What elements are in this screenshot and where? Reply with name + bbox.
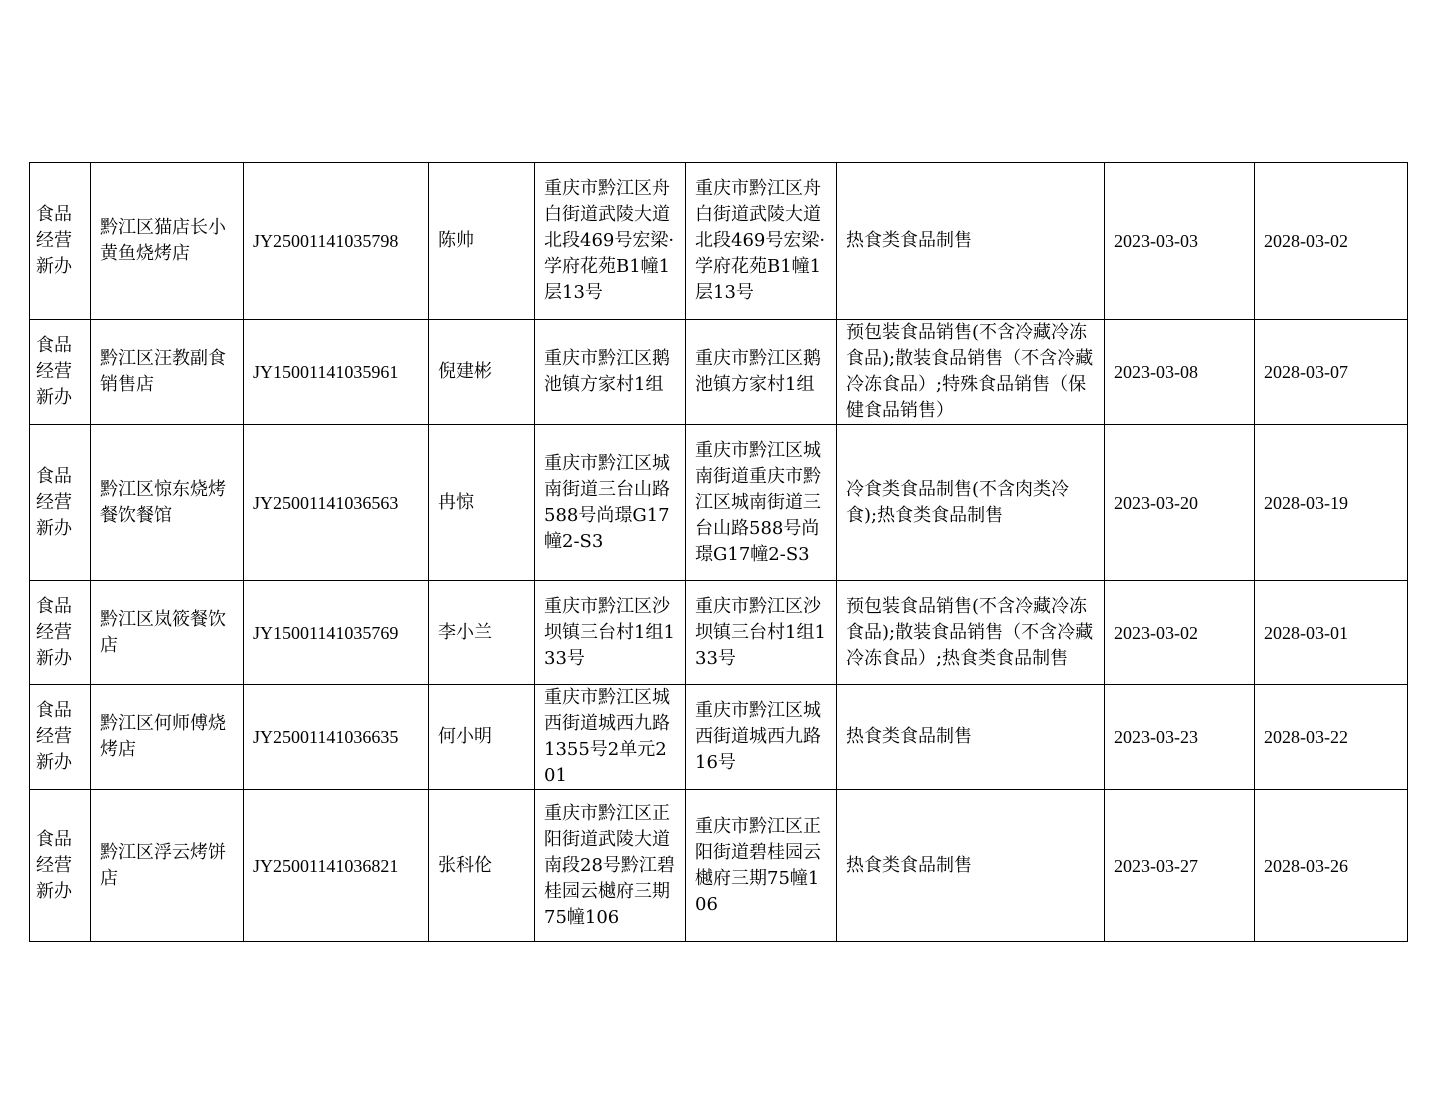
business-scope-cell: 预包装食品销售(不含冷藏冷冻食品);散装食品销售（不含冷藏冷冻食品）;热食类食品制售 [837, 581, 1105, 685]
table-row [30, 581, 1408, 685]
residence-address-cell: 重庆市黔江区城西街道城西九路1355号2单元201 [535, 685, 686, 790]
table-row [30, 320, 1408, 425]
legal-representative-cell: 倪建彬 [429, 320, 535, 425]
issue-date-cell: 2023-03-20 [1105, 425, 1255, 581]
residence-address-cell: 重庆市黔江区城南街道三台山路588号尚璟G17幢2-S3 [535, 425, 686, 581]
expiry-date-cell: 2028-03-07 [1255, 320, 1408, 425]
business-scope-cell: 热食类食品制售 [837, 163, 1105, 320]
expiry-date-cell: 2028-03-19 [1255, 425, 1408, 581]
business-address-cell: 重庆市黔江区沙坝镇三台村1组133号 [686, 581, 837, 685]
legal-representative-cell: 李小兰 [429, 581, 535, 685]
application-type-cell: 食品经营新办 [30, 581, 91, 685]
table-row [30, 685, 1408, 790]
business-scope-cell: 热食类食品制售 [837, 790, 1105, 942]
business-name-cell: 黔江区猫店长小黄鱼烧烤店 [91, 163, 244, 320]
license-number-cell: JY25001141036821 [244, 790, 429, 942]
application-type-cell: 食品经营新办 [30, 163, 91, 320]
business-address-cell: 重庆市黔江区舟白街道武陵大道北段469号宏梁·学府花苑B1幢1层13号 [686, 163, 837, 320]
business-name-cell: 黔江区岚筱餐饮店 [91, 581, 244, 685]
license-number-cell: JY25001141035798 [244, 163, 429, 320]
business-name-cell: 黔江区汪教副食销售店 [91, 320, 244, 425]
legal-representative-cell: 何小明 [429, 685, 535, 790]
business-name-cell: 黔江区浮云烤饼店 [91, 790, 244, 942]
business-name-cell: 黔江区惊东烧烤餐饮餐馆 [91, 425, 244, 581]
license-number-cell: JY25001141036563 [244, 425, 429, 581]
residence-address-cell: 重庆市黔江区沙坝镇三台村1组133号 [535, 581, 686, 685]
expiry-date-cell: 2028-03-22 [1255, 685, 1408, 790]
license-number-cell: JY15001141035769 [244, 581, 429, 685]
business-scope-cell: 热食类食品制售 [837, 685, 1105, 790]
document-page [29, 162, 1408, 942]
legal-representative-cell: 陈帅 [429, 163, 535, 320]
table-row [30, 790, 1408, 942]
application-type-cell: 食品经营新办 [30, 685, 91, 790]
business-address-cell: 重庆市黔江区城西街道城西九路16号 [686, 685, 837, 790]
expiry-date-cell: 2028-03-01 [1255, 581, 1408, 685]
license-number-cell: JY15001141035961 [244, 320, 429, 425]
issue-date-cell: 2023-03-02 [1105, 581, 1255, 685]
issue-date-cell: 2023-03-08 [1105, 320, 1255, 425]
application-type-cell: 食品经营新办 [30, 425, 91, 581]
expiry-date-cell: 2028-03-26 [1255, 790, 1408, 942]
business-scope-cell: 预包装食品销售(不含冷藏冷冻食品);散装食品销售（不含冷藏冷冻食品）;特殊食品销售（保健食品销售） [837, 320, 1105, 425]
issue-date-cell: 2023-03-03 [1105, 163, 1255, 320]
residence-address-cell: 重庆市黔江区舟白街道武陵大道北段469号宏梁·学府花苑B1幢1层13号 [535, 163, 686, 320]
table-row [30, 425, 1408, 581]
table-row [30, 163, 1408, 320]
business-name-cell: 黔江区何师傅烧烤店 [91, 685, 244, 790]
expiry-date-cell: 2028-03-02 [1255, 163, 1408, 320]
residence-address-cell: 重庆市黔江区鹅池镇方家村1组 [535, 320, 686, 425]
license-number-cell: JY25001141036635 [244, 685, 429, 790]
application-type-cell: 食品经营新办 [30, 320, 91, 425]
business-address-cell: 重庆市黔江区正阳街道碧桂园云樾府三期75幢106 [686, 790, 837, 942]
legal-representative-cell: 张科伦 [429, 790, 535, 942]
issue-date-cell: 2023-03-23 [1105, 685, 1255, 790]
legal-representative-cell: 冉惊 [429, 425, 535, 581]
business-scope-cell: 冷食类食品制售(不含肉类冷食);热食类食品制售 [837, 425, 1105, 581]
license-table [29, 162, 1408, 942]
business-address-cell: 重庆市黔江区鹅池镇方家村1组 [686, 320, 837, 425]
application-type-cell: 食品经营新办 [30, 790, 91, 942]
issue-date-cell: 2023-03-27 [1105, 790, 1255, 942]
residence-address-cell: 重庆市黔江区正阳街道武陵大道南段28号黔江碧桂园云樾府三期75幢106 [535, 790, 686, 942]
business-address-cell: 重庆市黔江区城南街道重庆市黔江区城南街道三台山路588号尚璟G17幢2-S3 [686, 425, 837, 581]
